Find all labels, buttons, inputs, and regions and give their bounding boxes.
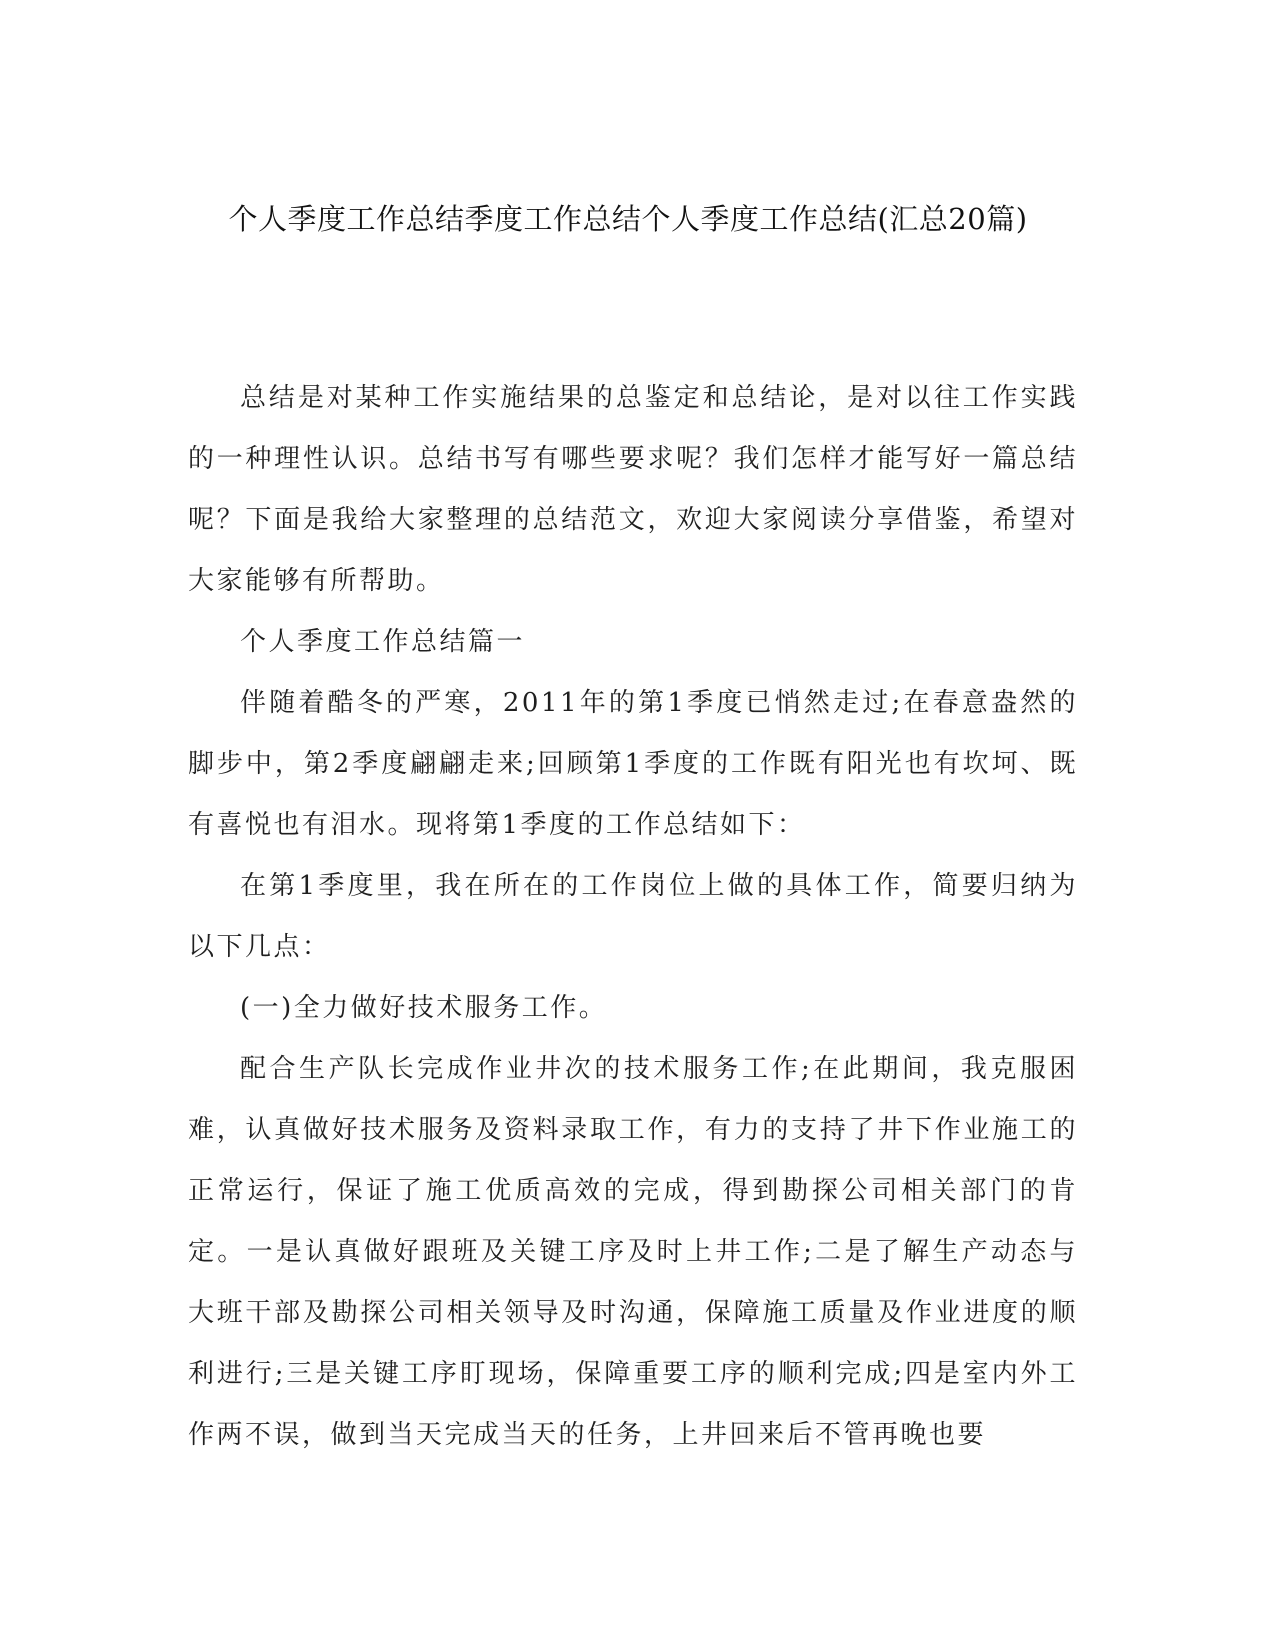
detail-paragraph: 配合生产队长完成作业井次的技术服务工作;在此期间，我克服困难，认真做好技术服务及资料录取工作，有力的支持了井下作业施工的正常运行，保证了施工优质高效的完成，得到勘探公司相关部门的肯定。一是认真做好跟班及关键工序及时上井工作;二是了解生产动态与大班干部及勘探公司相关领导及时沟通，保障施工质量及作业进度的顺利进行;三是关键工序盯现场，保障重要工序的顺利完成;四是室内外工作两不误，做到当天完成当天的任务，上井回来后不管再晚也要 [188, 1054, 1078, 1450]
document-title: 个人季度工作总结季度工作总结个人季度工作总结(汇总20篇) [228, 202, 1028, 236]
summary-paragraph: 在第1季度里，我在所在的工作岗位上做的具体工作，简要归纳为以下几点： [188, 871, 1078, 962]
document-body [188, 368, 1078, 1466]
intro-paragraph: 总结是对某种工作实施结果的总鉴定和总结论，是对以往工作实践的一种理性认识。总结书写有哪些要求呢？我们怎样才能写好一篇总结呢？下面是我给大家整理的总结范文，欢迎大家阅读分享借鉴，希望对大家能够有所帮助。 [188, 383, 1078, 596]
subheading-item-1: (一)全力做好技术服务工作。 [240, 993, 608, 1023]
opening-paragraph: 伴随着酷冬的严寒，2011年的第1季度已悄然走过;在春意盎然的脚步中，第2季度翩翩走来;回顾第1季度的工作既有阳光也有坎坷、既有喜悦也有泪水。现将第1季度的工作总结如下： [188, 688, 1078, 840]
section-heading: 个人季度工作总结篇一 [240, 627, 526, 657]
